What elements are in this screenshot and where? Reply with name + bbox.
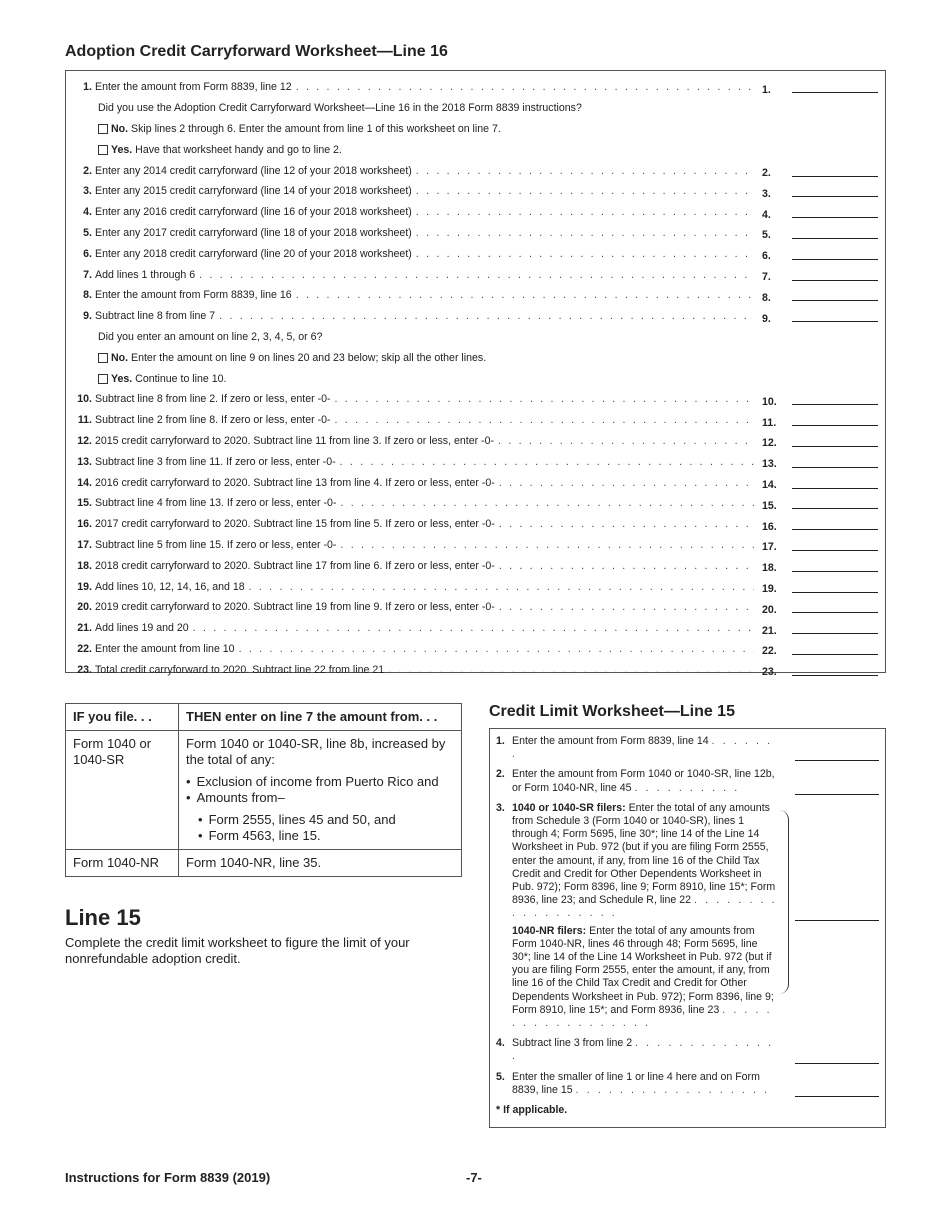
line-label: 5. [762, 229, 771, 242]
worksheet-row [66, 181, 885, 202]
row2-then: Form 1040-NR, line 35. [179, 850, 462, 877]
answer-field-1[interactable] [795, 748, 879, 761]
option-label: No. [111, 351, 129, 364]
line-label: 21. [762, 624, 777, 637]
line-label: 9. [762, 312, 771, 325]
line15-heading: Line 15 [65, 905, 141, 930]
line-text: Subtract line 3 from line 2 [512, 1037, 633, 1050]
line-text: Enter the amount from Form 8839, line 12 [95, 81, 292, 94]
answer-field-5[interactable] [795, 1084, 879, 1097]
line-text: 2017 credit carryforward to 2020. Subtract line 15 from line 5. If zero or less, enter -0- [95, 518, 495, 531]
line-text: Enter any 2015 credit carryforward (line 14 of your 2018 worksheet) [95, 185, 412, 198]
line-text: Subtract line 8 from line 2. If zero or less, enter -0- [95, 393, 331, 406]
bullet: • Form 2555, lines 45 and 50, and [198, 812, 454, 828]
answer-field-20[interactable] [792, 601, 878, 613]
line-text: Subtract line 3 from line 11. If zero or less, enter -0- [95, 455, 336, 468]
row2-if: Form 1040-NR [66, 850, 179, 877]
dot-leader [199, 269, 754, 281]
dot-leader [335, 414, 754, 426]
question-text: Did you enter an amount on line 2, 3, 4, 5, or 6? [98, 330, 323, 343]
line-label: 10. [762, 395, 777, 408]
line-label: 6. [762, 250, 771, 263]
line-number: 1. [496, 735, 505, 747]
line-label: 1040-NR filers: [512, 924, 587, 937]
worksheet-row [66, 243, 885, 264]
line-number: 5. [496, 1070, 505, 1083]
line-number: 10. [77, 393, 92, 406]
line-3: 3. 1040 or 1040-SR filers: Enter the total of any amounts from Schedule 3 (Form 1040 or 1040-SR), lines 1 through 4; Form 5695, line 30*; line 14 of the Line 14 Worksheet in Pub. 972 (but if you are filing Form 2555, enter the amount, if any, from line 16 of the Child Tax Credit and Credit for Other Dependents Worksheet in Pub. 972); Form 8396, line 9; Form 8910, line 15*; Form 8936, line 23; and Schedule R, line 22 . . . . . . . . . . . . . . . . . . [496, 802, 778, 921]
answer-field-12[interactable] [792, 435, 878, 447]
dot-leader [219, 310, 754, 322]
credit-limit-worksheet [489, 728, 886, 1128]
line-label: 3. [762, 187, 771, 200]
line-number: 9. [83, 310, 92, 323]
answer-field-15[interactable] [792, 497, 878, 509]
worksheet-row [66, 77, 885, 98]
answer-field-14[interactable] [792, 477, 878, 489]
footnote: * If applicable. [496, 1104, 568, 1117]
line-label: 19. [762, 583, 777, 596]
worksheet-title: Adoption Credit Carryforward Worksheet—Line 16 [65, 43, 448, 60]
option-label: Yes. [111, 143, 133, 156]
answer-field-23[interactable] [792, 664, 878, 676]
dot-leader [416, 206, 754, 218]
line-number: 23. [77, 663, 92, 676]
line-number: 15. [77, 497, 92, 510]
dot-leader [296, 81, 754, 93]
line-label: 12. [762, 437, 777, 450]
option-label: Yes. [111, 372, 133, 385]
worksheet-row [66, 514, 885, 535]
worksheet-row [66, 431, 885, 452]
line-text: Add lines 10, 12, 14, 16, and 18 [95, 580, 245, 593]
dot-leader [498, 435, 754, 447]
line-text: Add lines 1 through 6 [95, 268, 196, 281]
dot-leader [499, 601, 754, 613]
option-text: Enter the amount on line 9 on lines 20 and 23 below; skip all the other lines. [128, 351, 487, 364]
bullet: • Exclusion of income from Puerto Rico and [186, 774, 454, 790]
line-label: 22. [762, 645, 777, 658]
question-text: Did you use the Adoption Credit Carryforward Worksheet—Line 16 in the 2018 Form 8839 instructions? [98, 102, 582, 115]
row1-if: Form 1040 or 1040-SR [66, 731, 179, 850]
worksheet-row [66, 98, 885, 119]
line-text: Subtract line 2 from line 8. If zero or less, enter -0- [95, 414, 331, 427]
answer-field-13[interactable] [792, 456, 878, 468]
line-label: 8. [762, 291, 771, 304]
line-text: Subtract line 4 from line 13. If zero or less, enter -0- [95, 497, 337, 510]
answer-field-21[interactable] [792, 622, 878, 634]
line-label: 14. [762, 479, 777, 492]
worksheet-row [66, 327, 885, 348]
line-1: 1. Enter the amount from Form 8839, line 14 . . . . . . . [496, 735, 778, 761]
worksheet-row [66, 618, 885, 639]
worksheet-row [66, 659, 885, 680]
option-label: No. [111, 122, 129, 135]
option-text: Skip lines 2 through 6. Enter the amount from line 1 of this worksheet on line 7. [128, 122, 501, 135]
carryforward-worksheet [65, 70, 886, 679]
dot-leader [340, 497, 754, 509]
footer-form-name: Instructions for Form 8839 (2019) [65, 1170, 271, 1185]
dot-leader [249, 581, 754, 593]
header-if: IF you file. . . [66, 704, 179, 731]
worksheet-row [66, 139, 885, 160]
line-number: 8. [83, 289, 92, 302]
option-text: Have that worksheet handy and go to line 2. [132, 143, 342, 156]
answer-field-3[interactable] [792, 185, 878, 197]
dot-leader [499, 518, 754, 530]
line-number: 2. [83, 164, 92, 177]
line-5: 5. Enter the smaller of line 1 or line 4 here and on Form 8839, line 15 . . . . . . . . . . . . . . . . . . [496, 1071, 778, 1097]
worksheet-row [66, 368, 885, 389]
answer-field-2[interactable] [792, 165, 878, 177]
worksheet-row [66, 493, 885, 514]
line-text: Add lines 19 and 20 [95, 622, 189, 635]
answer-field-2[interactable] [795, 782, 879, 795]
worksheet-row [66, 306, 885, 327]
line-number: 2. [496, 768, 505, 781]
line-label: 2. [762, 167, 771, 180]
answer-field-5[interactable] [792, 227, 878, 239]
dot-leader [416, 185, 754, 197]
dot-leader [416, 165, 754, 177]
credit-limit-title: Credit Limit Worksheet—Line 15 [489, 703, 735, 720]
worksheet-row [66, 410, 885, 431]
brace [779, 810, 789, 994]
answer-field-4[interactable] [792, 206, 878, 218]
line-number: 22. [77, 642, 92, 655]
line-text: 2015 credit carryforward to 2020. Subtract line 11 from line 3. If zero or less, enter -0- [95, 434, 495, 447]
line-number: 6. [83, 247, 92, 260]
answer-field-11[interactable] [792, 414, 878, 426]
line-number: 3. [83, 185, 92, 198]
line-number: 12. [77, 434, 92, 447]
worksheet-row [66, 451, 885, 472]
line-number: 13. [77, 455, 92, 468]
line-number: 5. [83, 226, 92, 239]
answer-field-9[interactable] [792, 310, 878, 322]
row1-then: Form 1040 or 1040-SR, line 8b, increased by the total of any: [186, 736, 446, 767]
line-number: 11. [77, 414, 92, 427]
answer-field-8[interactable] [792, 289, 878, 301]
line-label: 20. [762, 603, 777, 616]
line-label: 17. [762, 541, 777, 554]
worksheet-row [66, 264, 885, 285]
line-text: Enter the amount from Form 8839, line 14 [512, 735, 709, 747]
worksheet-row [66, 535, 885, 556]
dot-leader [388, 664, 754, 676]
answer-field-1[interactable] [792, 81, 878, 93]
checkbox[interactable] [98, 145, 108, 155]
dot-leader [193, 622, 754, 634]
line-number: 4. [83, 206, 92, 219]
line-label: 13. [762, 458, 777, 471]
if-then-table [65, 703, 462, 877]
line-text: 2016 credit carryforward to 2020. Subtract line 13 from line 4. If zero or less, enter -0- [95, 476, 495, 489]
line-number: 1. [83, 81, 92, 94]
checkbox[interactable] [98, 124, 108, 134]
dot-leader [499, 477, 754, 489]
answer-field-17[interactable] [792, 539, 878, 551]
worksheet-row [66, 119, 885, 140]
line-label: 1040 or 1040-SR filers: [512, 801, 626, 814]
worksheet-row [66, 223, 885, 244]
dot-leader [499, 560, 754, 572]
answer-field-19[interactable] [792, 581, 878, 593]
worksheet-row [66, 202, 885, 223]
answer-field-4[interactable] [795, 1051, 879, 1064]
line-number: 3. [496, 801, 505, 814]
line-number: 18. [77, 559, 92, 572]
line-text: Enter the amount from line 10 [95, 642, 235, 655]
line-text: Enter the total of any amounts from Schedule 3 (Form 1040 or 1040-SR), lines 1 through 4; Form 5695, line 30*; line 14 of the Line 14 Worksheet in Pub. 972 (but if you are filing Form 2555, enter the amount, if any, from line 16 of the Child Tax Credit and Credit for Other Dependents Worksheet in Pub. 972); Form 8396, line 9; Form 8910, line 15*; Form 8936, line 23; and Schedule R, line 22 [512, 801, 776, 907]
line-text: Enter any 2014 credit carryforward (line 12 of your 2018 worksheet) [95, 164, 412, 177]
dot-leader [416, 227, 754, 239]
option-text: Continue to line 10. [132, 372, 227, 385]
line-label: 4. [762, 208, 771, 221]
line-number: 14. [77, 476, 92, 489]
line-text: Total credit carryforward to 2020. Subtract line 22 from line 21 [95, 663, 385, 676]
answer-field-18[interactable] [792, 560, 878, 572]
line-label: 18. [762, 562, 777, 575]
line-number: 17. [77, 538, 92, 551]
line-number: 16. [77, 518, 92, 531]
dot-leader [239, 643, 754, 655]
line-text: Subtract line 8 from line 7 [95, 310, 216, 323]
line-number: 19. [77, 580, 92, 593]
worksheet-row [66, 389, 885, 410]
line-label: 1. [762, 83, 771, 96]
dot-leader [335, 393, 754, 405]
checkbox[interactable] [98, 374, 108, 384]
line-text: Enter any 2017 credit carryforward (line 18 of your 2018 worksheet) [95, 226, 412, 239]
worksheet-row [66, 555, 885, 576]
page-number: -7- [466, 1170, 482, 1185]
line-text: Enter the amount from Form 1040 or 1040-SR, line 12b, or Form 1040-NR, line 45 [512, 768, 775, 794]
line-number: 20. [77, 601, 92, 614]
line-text: Enter any 2018 credit carryforward (line 20 of your 2018 worksheet) [95, 247, 412, 260]
line-text: Enter any 2016 credit carryforward (line 16 of your 2018 worksheet) [95, 206, 412, 219]
worksheet-row [66, 597, 885, 618]
bullet: • Amounts from– [186, 790, 454, 806]
line-text: Subtract line 5 from line 15. If zero or less, enter -0- [95, 538, 337, 551]
bullet: • Form 4563, line 15. [198, 828, 454, 844]
line-label: 16. [762, 520, 777, 533]
line-text: Enter the amount from Form 8839, line 16 [95, 289, 292, 302]
worksheet-row [66, 347, 885, 368]
answer-field-16[interactable] [792, 518, 878, 530]
answer-field-22[interactable] [792, 643, 878, 655]
line-number: 4. [496, 1037, 505, 1050]
line-3-group [496, 802, 885, 1030]
header-then: THEN enter on line 7 the amount from. . . [179, 704, 462, 731]
dot-leader [340, 456, 754, 468]
line-number: 21. [77, 622, 92, 635]
line-text: 2019 credit carryforward to 2020. Subtract line 19 from line 9. If zero or less, enter -0- [95, 601, 495, 614]
checkbox[interactable] [98, 353, 108, 363]
line-text: Enter the total of any amounts from Form 1040-NR, lines 46 through 48; Form 5695, line 30*; line 14 of the Line 14 Worksheet in Pub. 972 (but if you are filing Form 2555, enter the amount, if any, from line 16 of the Child Tax Credit and Credit for Other Dependents Worksheet in Pub. 972); Form 8396, line 9; Form 8910, line 15*; and Form 8936, line 23 [512, 924, 774, 1016]
answer-field-10[interactable] [792, 393, 878, 405]
worksheet-row [66, 639, 885, 660]
dot-leader [340, 539, 754, 551]
dot-leader [416, 248, 754, 260]
answer-field-7[interactable] [792, 269, 878, 281]
worksheet-row [66, 472, 885, 493]
line-2: 2. Enter the amount from Form 1040 or 1040-SR, line 12b, or Form 1040-NR, line 45 . . . . . . . . . . [496, 768, 778, 794]
worksheet-row [66, 285, 885, 306]
line15-text: Complete the credit limit worksheet to figure the limit of your nonrefundable adoption credit. [65, 935, 410, 966]
worksheet-row [66, 576, 885, 597]
line-4: 4. Subtract line 3 from line 2 . . . . . . . . . . . . . . [496, 1037, 778, 1063]
line-label: 11. [762, 416, 777, 429]
answer-field-3[interactable] [795, 908, 879, 921]
line-label: 23. [762, 666, 777, 679]
line-number: 7. [83, 268, 92, 281]
line-text: 2018 credit carryforward to 2020. Subtract line 17 from line 6. If zero or less, enter -0- [95, 559, 495, 572]
left-column [65, 703, 462, 967]
answer-field-6[interactable] [792, 248, 878, 260]
line-label: 15. [762, 499, 777, 512]
right-column [489, 702, 886, 1128]
line-text: Enter the smaller of line 1 or line 4 here and on Form 8839, line 15 [512, 1070, 760, 1096]
line-3-nr: 1040-NR filers: Enter the total of any amounts from Form 1040-NR, lines 46 through 48; Form 5695, line 30*; line 14 of the Line 14 Worksheet in Pub. 972 (but if you are filing Form 2555, enter the amount, if any, from line 16 of the Child Tax Credit and Credit for Other Dependents Worksheet in Pub. 972); Form 8396, line 9; Form 8910, line 15*; and Form 8936, line 23 . . . . . . . . . . . . . . . . . . [512, 924, 774, 1030]
worksheet-row [66, 160, 885, 181]
line-label: 7. [762, 271, 771, 284]
dot-leader [296, 289, 754, 301]
